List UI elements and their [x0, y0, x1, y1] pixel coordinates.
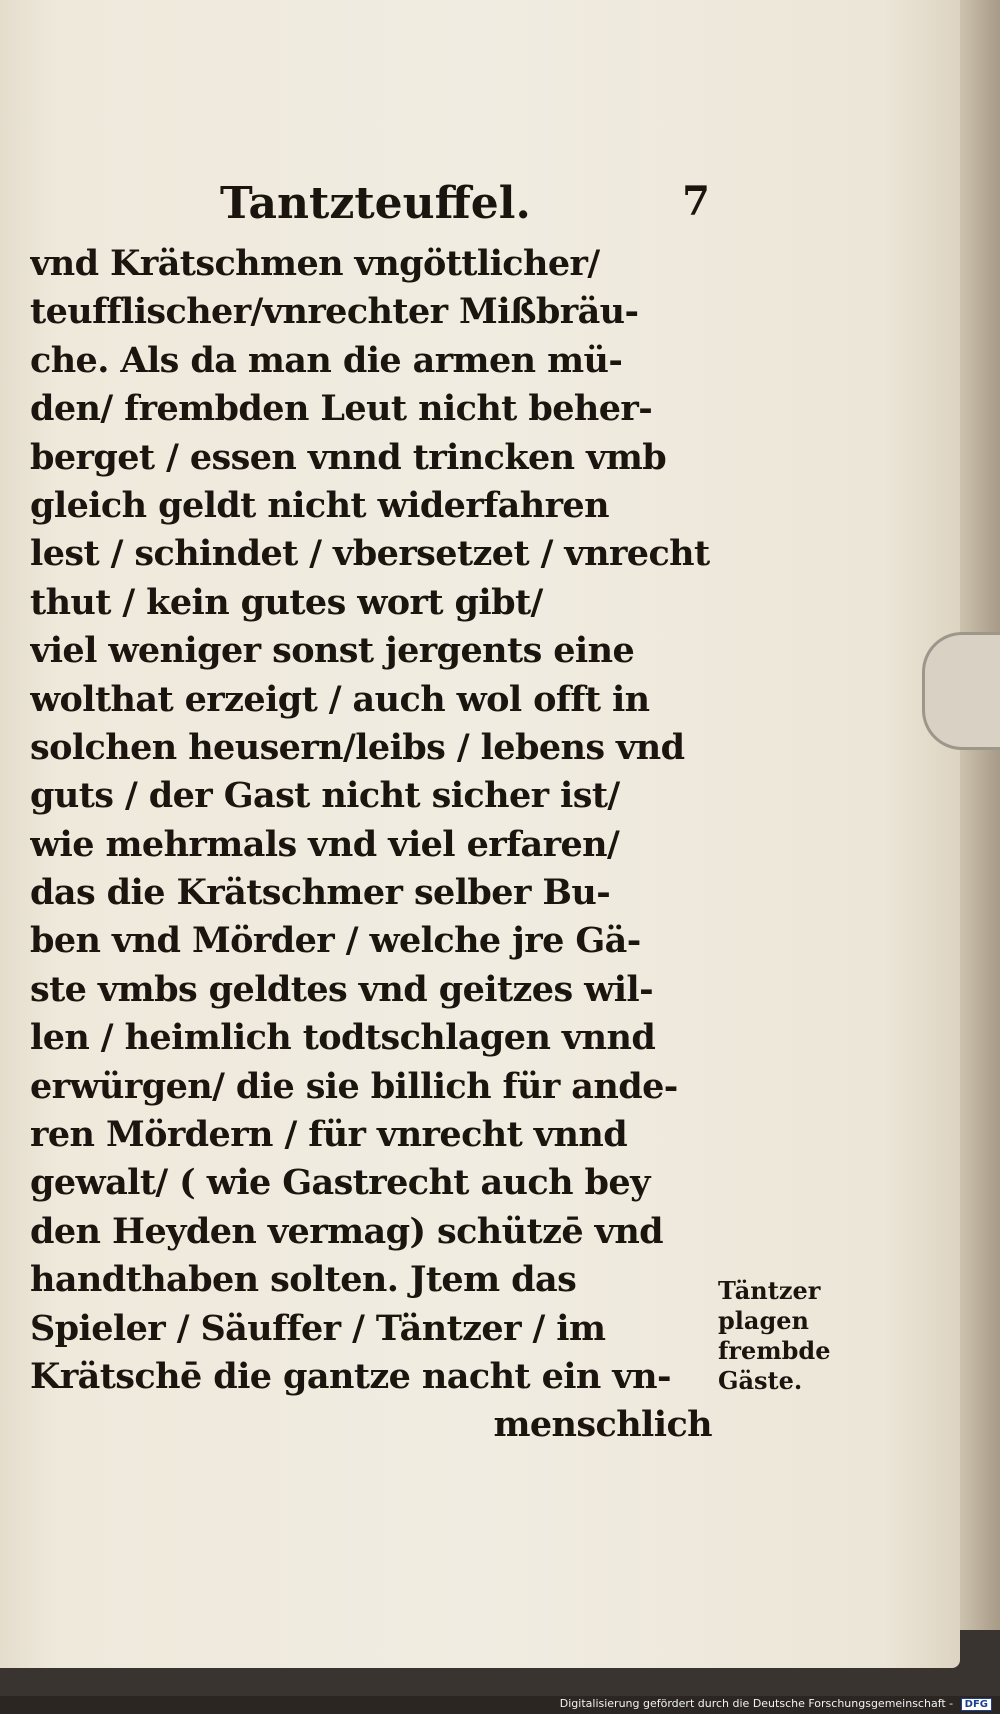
text-line: lest / schindet / vbersetzet / vnrecht [30, 533, 710, 575]
text-line: wolthat erzeigt / auch wol offt in [30, 678, 650, 720]
text-line: ste vmbs geldtes vnd geitzes wil- [30, 968, 654, 1010]
text-line: erwürgen/ die sie billich für ande- [30, 1065, 678, 1107]
text-line: solchen heusern/leibs / lebens vnd [30, 726, 685, 768]
funding-credit-text: Digitalisierung gefördert durch die Deutsche Forschungsgemeinschaft - [559, 1697, 954, 1710]
catchword: menschlich [493, 1404, 712, 1446]
text-line: viel weniger sonst jergents eine [30, 630, 635, 672]
page-holder-tab [922, 632, 1000, 750]
funding-credit [560, 1697, 992, 1711]
text-line: wie mehrmals vnd viel erfaren/ [30, 823, 620, 865]
page-number: 7 [682, 178, 710, 225]
text-line: handthaben solten. Jtem das [30, 1259, 577, 1301]
dfg-logo: DFG [961, 1698, 992, 1711]
text-line: len / heimlich todtschlagen vnnd [30, 1017, 656, 1059]
text-line: thut / kein gutes wort gibt/ [30, 581, 543, 623]
text-line: gewalt/ ( wie Gastrecht auch bey [30, 1162, 650, 1204]
text-line: gleich geldt nicht widerfahren [30, 484, 609, 526]
text-line: den/ frembden Leut nicht beher- [30, 388, 653, 430]
text-line: ben vnd Mörder / welche jre Gä- [30, 920, 641, 962]
marginal-note-line: Täntzer [718, 1276, 821, 1305]
page-header [30, 178, 720, 240]
running-title: Tantzteuffel. [220, 178, 531, 229]
marginal-note-line: Gäste. [718, 1366, 803, 1395]
text-line: Spieler / Säuffer / Täntzer / im [30, 1307, 606, 1349]
text-line: teufflischer/vnrechter Mißbräu- [30, 291, 639, 333]
text-line: Krätschē die gantze nacht ein vn- [30, 1355, 671, 1397]
main-text-block [30, 178, 720, 1450]
text-line: ren Mördern / für vnrecht vnnd [30, 1114, 628, 1156]
marginal-note-line: plagen [718, 1306, 809, 1335]
text-line: den Heyden vermag) schützē vnd [30, 1210, 664, 1252]
text-line: berget / essen vnnd trincken vmb [30, 436, 667, 478]
text-line: das die Krätschmer selber Bu- [30, 872, 611, 914]
marginal-note [718, 1276, 868, 1396]
text-line: che. Als da man die armen mü- [30, 339, 623, 381]
text-line: guts / der Gast nicht sicher ist/ [30, 775, 620, 817]
marginal-note-line: frembde [718, 1336, 831, 1365]
text-line: vnd Krätschmen vngöttlicher/ [30, 243, 600, 284]
